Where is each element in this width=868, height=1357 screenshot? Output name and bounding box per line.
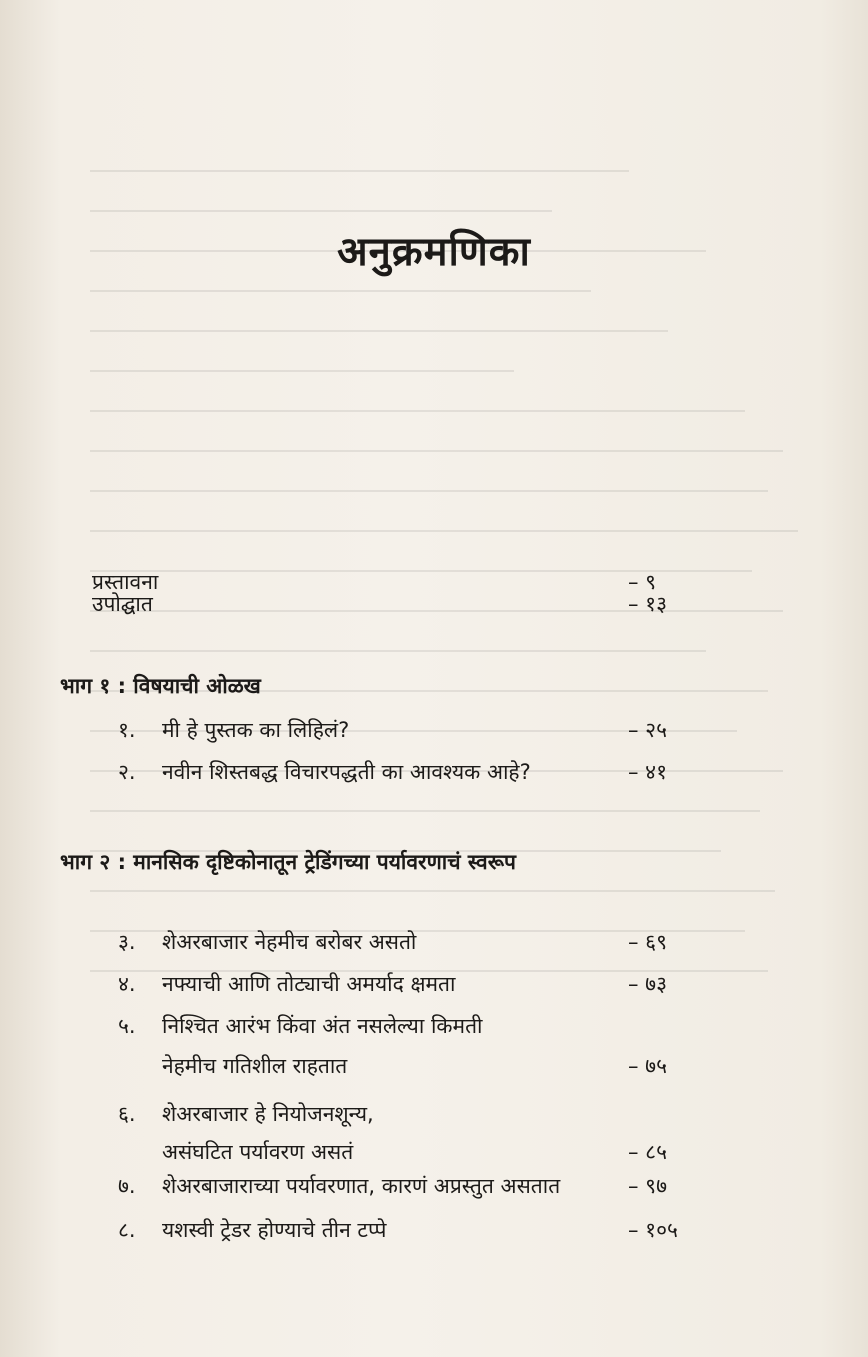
entry-title: शेअरबाजाराच्या पर्यावरणात, कारणं अप्रस्तुत असतात bbox=[162, 1174, 561, 1198]
entry-number: १. bbox=[118, 718, 136, 742]
entry-number: ८. bbox=[118, 1218, 136, 1242]
entry-page: – ९७ bbox=[628, 1174, 668, 1198]
page-title: अनुक्रमणिका bbox=[337, 229, 531, 275]
entry-number: ५. bbox=[118, 1014, 136, 1038]
toc-entry bbox=[0, 1012, 868, 1092]
entry-title-continued: असंघटित पर्यावरण असतं bbox=[162, 1140, 354, 1164]
entry-number: ३. bbox=[118, 930, 136, 954]
entry-page: – १३ bbox=[628, 592, 668, 616]
entry-label: उपोद्घात bbox=[92, 592, 153, 616]
entry-title: नफ्याची आणि तोट्याची अमर्याद क्षमता bbox=[162, 972, 456, 996]
entry-title-continued: नेहमीच गतिशील राहतात bbox=[162, 1054, 348, 1078]
entry-label: प्रस्तावना bbox=[92, 570, 159, 594]
entry-page: – ९ bbox=[628, 570, 657, 594]
entry-page: – ७३ bbox=[628, 972, 668, 996]
entry-title: शेअरबाजार नेहमीच बरोबर असतो bbox=[162, 930, 417, 954]
entry-title: नवीन शिस्तबद्ध विचारपद्धती का आवश्यक आहे? bbox=[162, 760, 531, 784]
entry-number: २. bbox=[118, 760, 136, 784]
entry-number: ६. bbox=[118, 1102, 136, 1126]
entry-number: ४. bbox=[118, 972, 136, 996]
entry-number: ७. bbox=[118, 1174, 136, 1198]
entry-page: – १०५ bbox=[628, 1218, 678, 1242]
entry-title: शेअरबाजार हे नियोजनशून्य, bbox=[162, 1102, 374, 1126]
entry-page: – २५ bbox=[628, 718, 668, 742]
entry-page: – ४१ bbox=[628, 760, 668, 784]
entry-title: यशस्वी ट्रेडर होण्याचे तीन टप्पे bbox=[162, 1218, 387, 1242]
entry-page: – ६९ bbox=[628, 930, 668, 954]
entry-page: – ७५ bbox=[628, 1054, 668, 1078]
entry-page: – ८५ bbox=[628, 1140, 668, 1164]
part-1-heading: भाग १ : विषयाची ओळख bbox=[60, 674, 261, 698]
toc-entry bbox=[0, 1100, 868, 1180]
entry-title: निश्चित आरंभ किंवा अंत नसलेल्या किमती bbox=[162, 1014, 483, 1038]
part-2-heading: भाग २ : मानसिक दृष्टिकोनातून ट्रेडिंगच्या पर्यावरणाचं स्वरूप bbox=[60, 850, 516, 874]
entry-title: मी हे पुस्तक का लिहिलं? bbox=[162, 718, 350, 742]
